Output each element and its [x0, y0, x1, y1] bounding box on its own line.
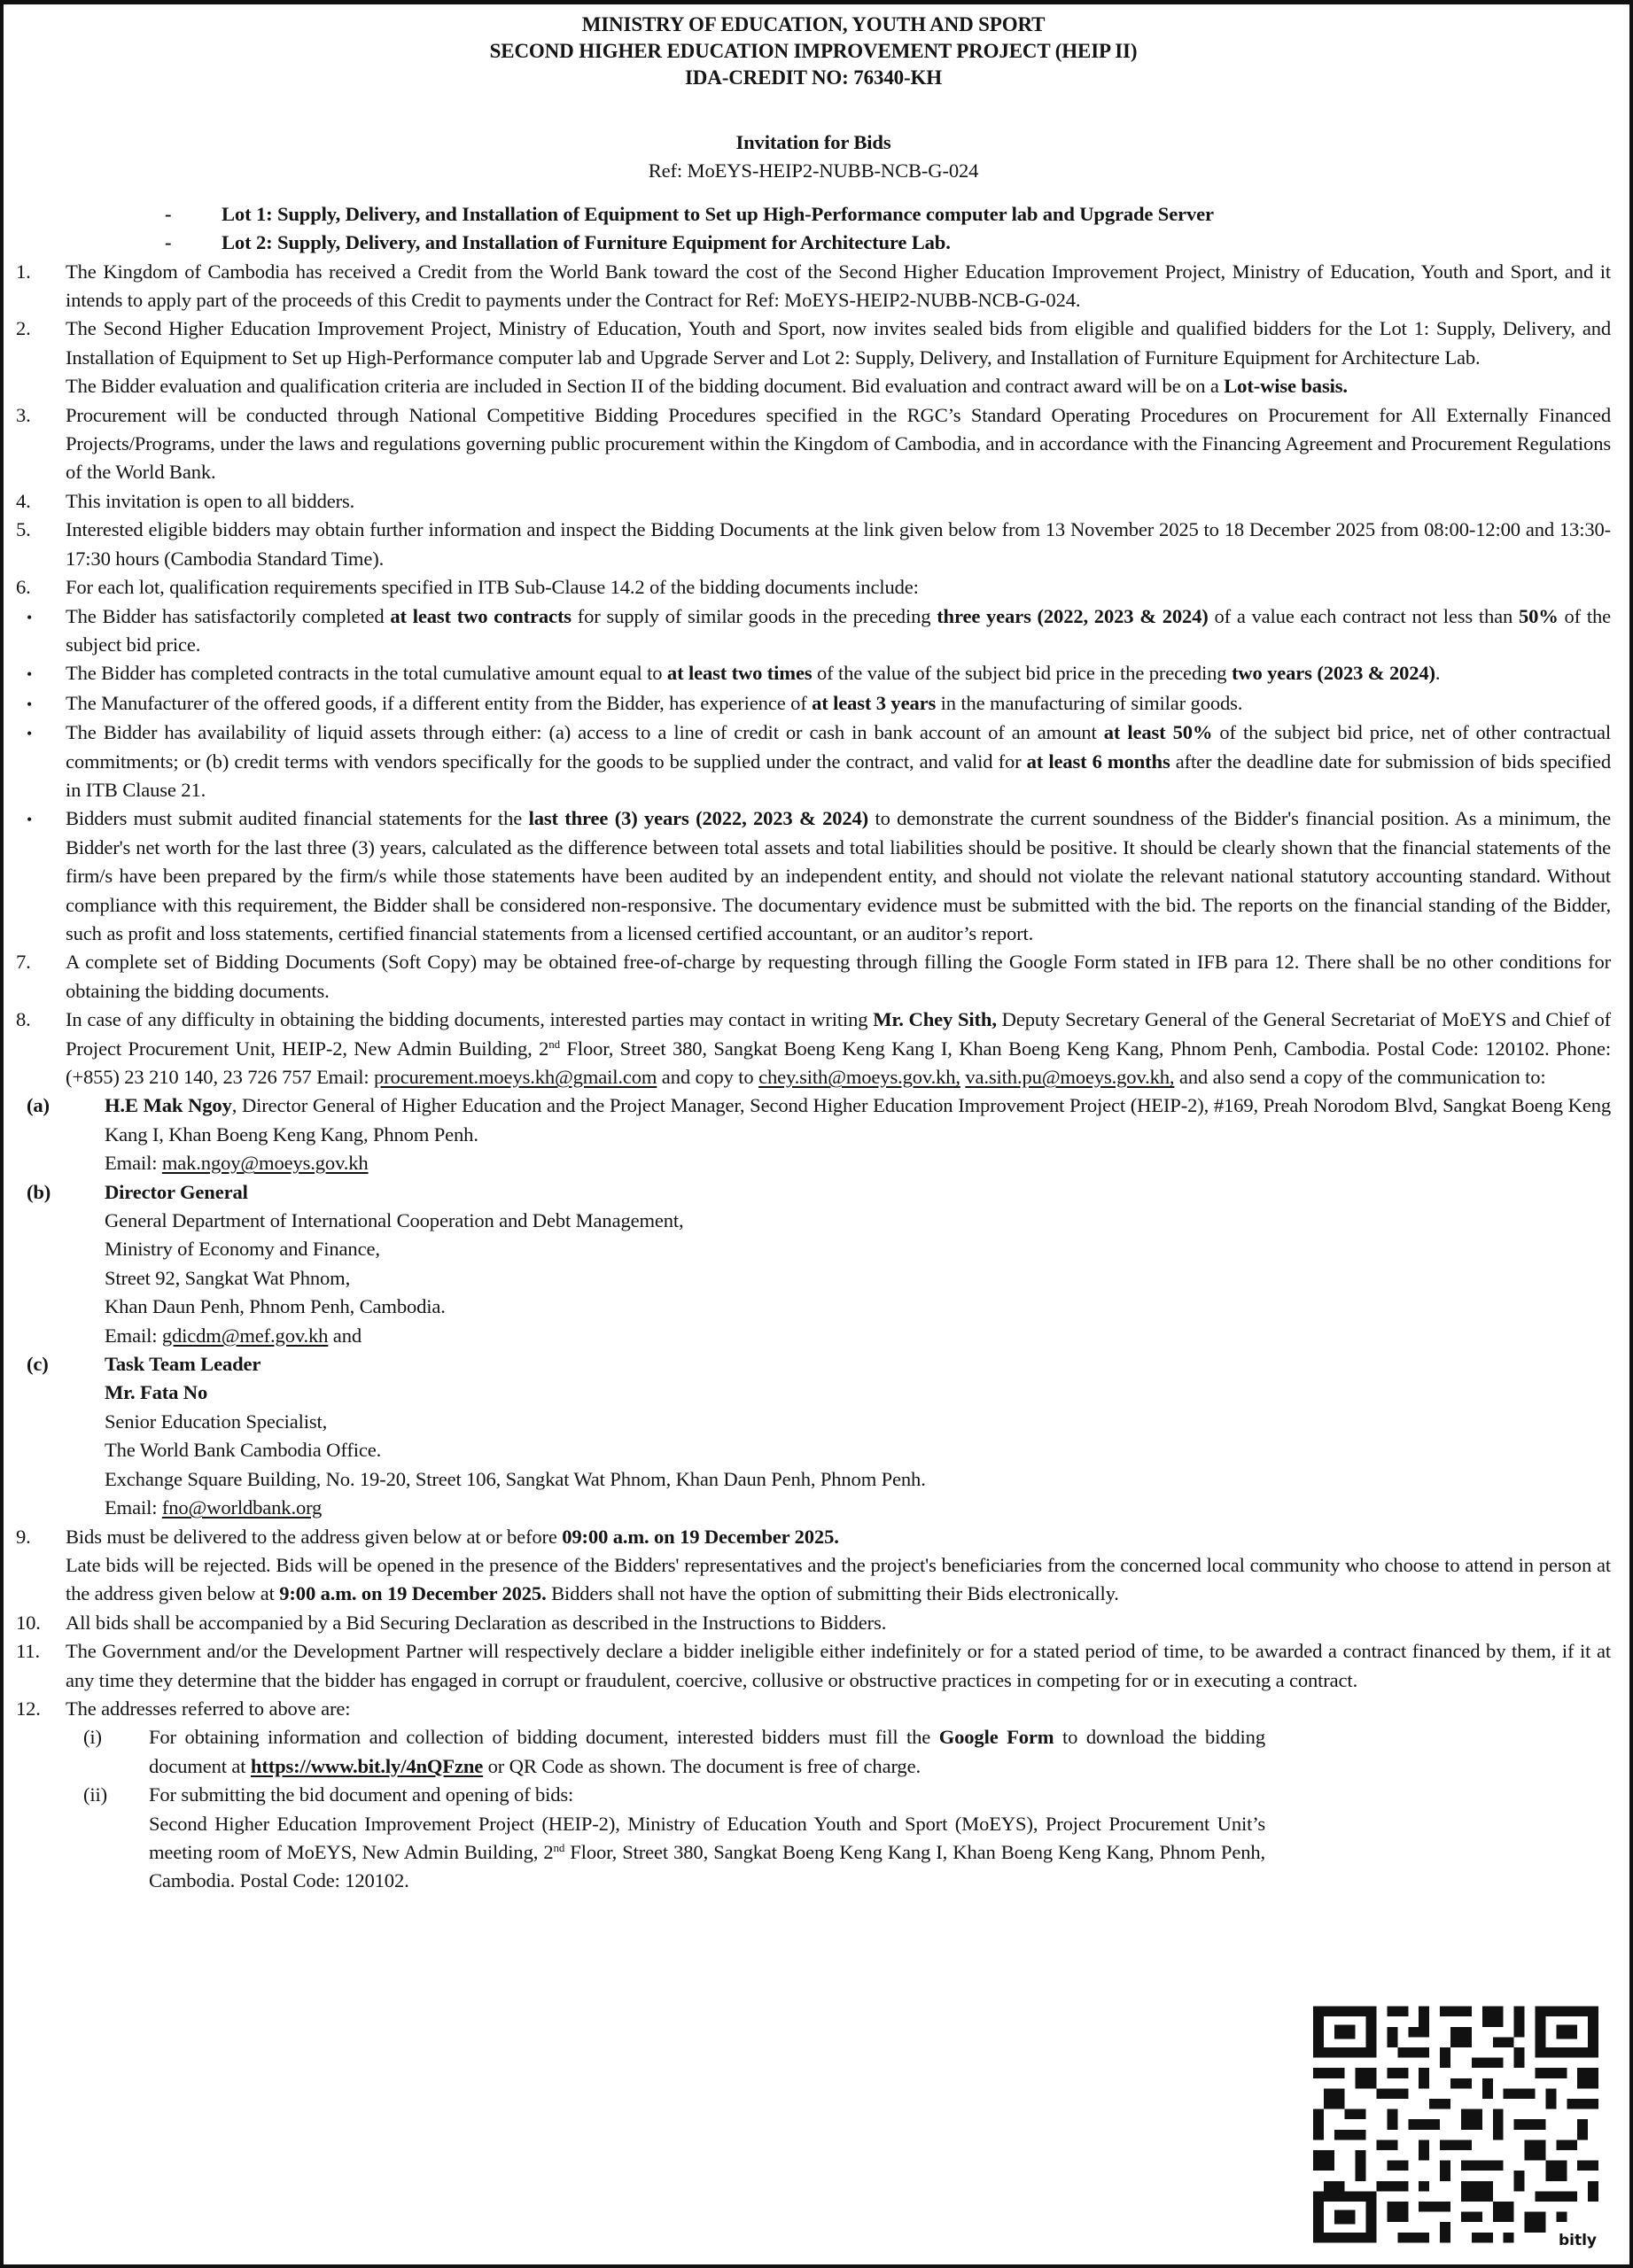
clause-number: 7. — [16, 951, 31, 974]
bitly-logo: bitly — [1558, 2232, 1597, 2249]
clause-number: 9. — [16, 1525, 31, 1548]
clause-5: 5. Interested eligible bidders may obtain further information and inspect the Bidding Documents at the link given below from 13 November 2025 to 18 December 2025 from 08:00-12:00 and 13:30- 17:30 hours (Cambodia Standard Time). — [16, 516, 1611, 573]
credit-number: IDA-CREDIT NO: 76340-KH — [684, 66, 943, 89]
address-ii: (ii) For submitting the bid document and opening of bids: Second Higher Education Improvement Project (HEIP-2), Ministry of Education Youth and Sport (MoEYS), Project Procurement Unit’s meeting room of MoEYS, New Admin Building, 2nd Floor, Street 380, Sangkat Boeng Keng Kang I, Khan Boeng Keng Kang, Phnom Penh, Cambodia. Postal Code: 120102. — [83, 1783, 1265, 1892]
clause-8: 8. In case of any difficulty in obtaining the bidding documents, interested parties may contact in writing Mr. Chey Sith, Deputy Secretary General of the General Secretariat of MoEYS and Chief of Project Procurement Unit, HEIP-2, New Admin Building, 2nd Floor, Street 380, Sangkat Boeng Keng Kang I, Khan Boeng Keng Kang, Phnom Penh, Cambodia. Postal Code: 120102. Phone: (+855) 23 210 140, 23 726 757 Email: procurement.moeys.kh@gmail.com and copy to chey.sith@moeys.gov.kh, va.sith.pu@moeys.gov.kh, and also send a copy of the communication to: — [16, 1006, 1611, 1091]
clause-number: 11. — [16, 1640, 40, 1663]
clause-number: 6. — [16, 576, 31, 599]
header-block — [16, 12, 1611, 91]
qr-code-icon[interactable] — [1303, 1996, 1609, 2253]
qualification-bullet: • The Bidder has completed contracts in the total cumulative amount equal to at least two times of the value of the subject bid price in the preceding two years (2023 & 2024). — [16, 659, 1611, 688]
dash-marker: - — [165, 231, 172, 254]
lot-item: - Lot 2: Supply, Delivery, and Installation of Furniture Equipment for Architecture Lab. — [16, 229, 1611, 257]
clause-number: 4. — [16, 489, 31, 512]
clause-12: 12. The addresses referred to above are: (i) For obtaining information and collection of bidding document, interested bidders must fill the Google Form to download the bidding document at https://www.bit.ly/4nQFzne or QR Code as shown. The document is free of charge. (ii) For submitting the bid document and opening of bids: Second Higher Education Improvement Project (HEIP-2), Ministry of Education Youth and Sport (MoEYS), Project Procurement Unit’s meeting room of MoEYS, New Admin Building, 2nd Floor, Street 380, Sangkat Boeng Keng Kang I, Khan Boeng Keng Kang, Phnom Penh, Cambodia. Postal Code: 120102. — [16, 1695, 1265, 1896]
bullet-icon: • — [27, 665, 33, 684]
clause-number: 5. — [16, 518, 31, 541]
clause-6: 6. For each lot, qualification requirements specified in ITB Sub-Clause 14.2 of the bidding documents include: — [16, 573, 1611, 602]
project-title: SECOND HIGHER EDUCATION IMPROVEMENT PROJECT (HEIP II) — [489, 40, 1138, 62]
clause-1: 1. The Kingdom of Cambodia has received a Credit from the World Bank toward the cost of the Second Higher Education Improvement Project, Ministry of Education, Youth and Sport, and it intends to apply part of the proceeds of this Credit to payments under the Contract for Ref: MoEYS-HEIP2-NUBB-NCB-G-024. — [16, 258, 1611, 315]
qualification-bullet: • Bidders must submit audited financial statements for the last three (3) years (2022, 2023 & 2024) to demonstrate the current soundness of the Bidder's financial position. As a minimum, the Bidder's net worth for the last three (3) years, calculated as the difference between total assets and total liabilities should be positive. It should be clearly shown that the financial statements of the firm/s have been prepared by the firm/s while those statements have been audited by an independent entity, and should not violate the relevant national statutory accounting standard. Without compliance with this requirement, the Bidder shall be considered non-responsive. The documentary evidence must be submitted with the bid. The reports on the financial standing of the Bidder, such as profit and loss statements, certified financial statements from a licensed certified accountant, or an auditor’s report. — [16, 804, 1611, 948]
bullet-icon: • — [27, 608, 33, 626]
clause-number: 10. — [16, 1611, 41, 1634]
contact-a: (a) H.E Mak Ngoy, Director General of Higher Education and the Project Manager, Second Higher Education Improvement Project (HEIP-2), #169, Preah Norodom Blvd, Sangkat Boeng Keng Kang I, Khan Boeng Keng Kang, Phnom Penh. Email: mak.ngoy@moeys.gov.kh — [27, 1094, 1612, 1175]
clause-9: 9. Bids must be delivered to the address given below at or before 09:00 a.m. on 19 December 2025. Late bids will be rejected. Bids will be opened in the presence of the Bidders' representatives and the project's beneficiaries from the concerned local community who choose to attend in person at the address given below at 9:00 a.m. on 19 December 2025. Bidders shall not have the option of submitting their Bids electronically. — [16, 1523, 1611, 1609]
clause-number: 8. — [16, 1008, 31, 1031]
clause-number: 3. — [16, 403, 31, 426]
qualification-bullet: • The Bidder has availability of liquid assets through either: (a) access to a line of credit or cash in bank account of an amount at least 50% of the subject bid price, net of other contractual commitments; or (b) credit terms with vendors specifically for the goods to be supplied under the contract, and valid for at least 6 months after the deadline date for submission of bids specified in ITB Clause 21. — [16, 718, 1611, 804]
address-i: (i) For obtaining information and collection of bidding document, interested bidders must fill the Google Form to download the bidding document at https://www.bit.ly/4nQFzne or QR Code as shown. The document is free of charge. — [83, 1726, 1265, 1777]
clause-number: 1. — [16, 260, 31, 283]
email-link-gdicdm[interactable]: gdicdm@mef.gov.kh — [161, 1324, 329, 1347]
email-link-procurement[interactable]: procurement.moeys.kh@gmail.com — [373, 1066, 657, 1088]
lot-item: - Lot 1: Supply, Delivery, and Installation of Equipment to Set up High-Performance computer lab and Upgrade Server — [16, 200, 1611, 229]
clause-11: 11. The Government and/or the Development Partner will respectively declare a bidder ineligible either indefinitely or for a stated period of time, to be awarded a contract financed by them, if it at any time they determine that the bidder has engaged in corrupt or fraudulent, coercive, collusive or obstructive practices in competing for or in executing a contract. — [16, 1637, 1611, 1695]
document-title: Invitation for Bids — [735, 131, 891, 153]
qualification-bullet: • The Bidder has satisfactorily completed at least two contracts for supply of similar goods in the preceding three years (2022, 2023 & 2024) of a value each contract not less than 50% of the subject bid price. — [16, 602, 1611, 660]
invitation-for-bids-document — [16, 12, 1611, 1896]
lots-list — [16, 200, 1611, 258]
clause-3: 3. Procurement will be conducted through National Competitive Bidding Procedures specified in the RGC’s Standard Operating Procedures on Procurement for All Externally Financed Projects/Programs, under the laws and regulations governing public procurement within the Kingdom of Cambodia, and in accordance with the Financing Agreement and Procurement Regulations of the World Bank. — [16, 401, 1611, 487]
clause-number: 2. — [16, 317, 31, 340]
contact-b: (b) Director General General Department of International Cooperation and Debt Management, Ministry of Economy and Finance, Street 92, Sangkat Wat Phnom, Khan Daun Penh, Phnom Penh, Cambodia. Email: gdicdm@mef.gov.kh and — [27, 1180, 684, 1347]
qualification-bullet: • The Manufacturer of the offered goods, if a different entity from the Bidder, has experience of at least 3 years in the manufacturing of similar goods. — [16, 689, 1611, 718]
clause-4: 4. This invitation is open to all bidders. — [16, 487, 1611, 516]
bullet-icon: • — [27, 695, 33, 713]
clause-10: 10. All bids shall be accompanied by a Bid Securing Declaration as described in the Instructions to Bidders. — [16, 1609, 1611, 1637]
email-link-fno[interactable]: fno@worldbank.org — [161, 1496, 323, 1519]
email-link-chey-sith[interactable]: chey.sith@moeys.gov.kh, — [758, 1066, 960, 1088]
contact-c: (c) Task Team Leader Mr. Fata No Senior Education Specialist, The World Bank Cambodia Office. Exchange Square Building, No. 19-20, Street 106, Sangkat Wat Phnom, Khan Daun Penh, Phnom Penh. Email: fno@worldbank.org — [27, 1353, 926, 1519]
bullet-icon: • — [27, 811, 33, 829]
ministry-title: MINISTRY OF EDUCATION, YOUTH AND SPORT — [581, 13, 1046, 35]
google-form-link[interactable]: https://www.bit.ly/4nQFzne — [250, 1754, 484, 1777]
bullet-icon: • — [27, 725, 33, 743]
clause-number: 12. — [16, 1697, 41, 1720]
email-link-mak-ngoy[interactable]: mak.ngoy@moeys.gov.kh — [161, 1152, 369, 1175]
email-link-va-sith[interactable]: va.sith.pu@moeys.gov.kh, — [965, 1066, 1175, 1088]
clause-2: 2. The Second Higher Education Improvement Project, Ministry of Education, Youth and Sport, now invites sealed bids from eligible and qualified bidders for the Lot 1: Supply, Delivery, and Installation of Equipment to Set up High-Performance computer lab and Upgrade Server and Lot 2: Supply, Delivery, and Installation of Furniture Equipment for Architecture Lab. The Bidder evaluation and qualification criteria are included in Section II of the bidding document. Bid evaluation and contract award will be on a Lot-wise basis. — [16, 315, 1611, 400]
dash-marker: - — [165, 202, 172, 225]
clause-7: 7. A complete set of Bidding Documents (Soft Copy) may be obtained free-of-charge by requesting through filling the Google Form stated in IFB para 12. There shall be no other conditions for obtaining the bidding documents. — [16, 948, 1611, 1006]
reference-number: Ref: MoEYS-HEIP2-NUBB-NCB-G-024 — [648, 159, 979, 183]
